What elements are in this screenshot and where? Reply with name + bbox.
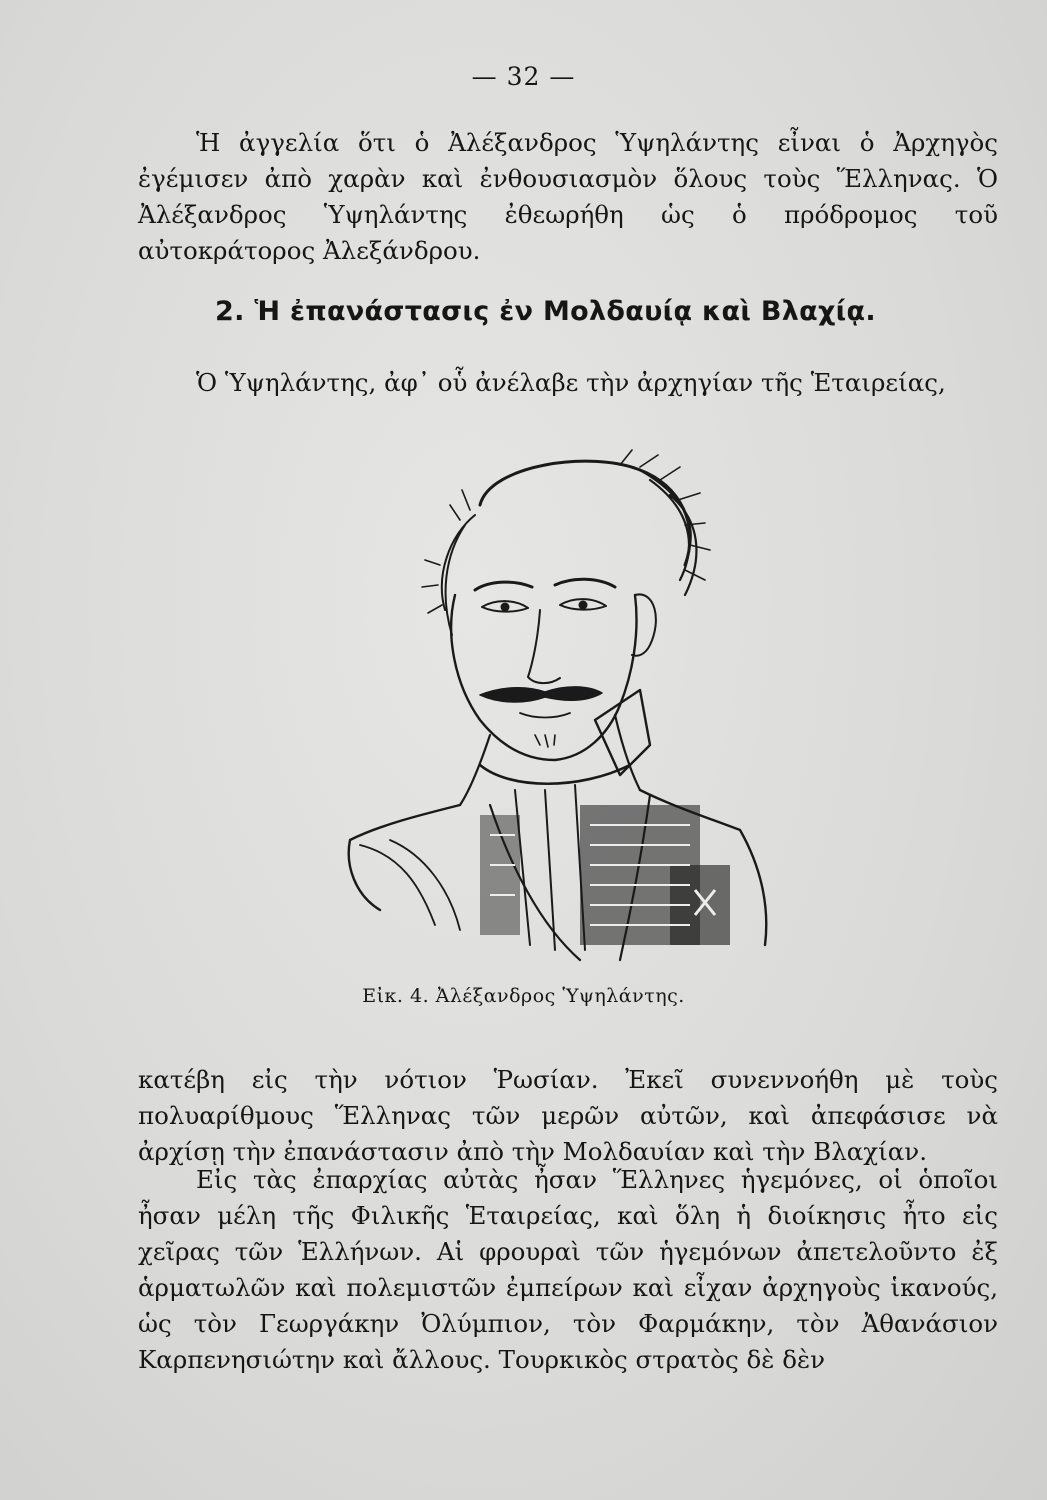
page-number: — 32 — xyxy=(471,62,576,91)
figure-caption: Εἰκ. 4. Ἀλέξανδρος Ὑψηλάντης. xyxy=(362,985,685,1007)
paragraph-section-start: Ὁ Ὑψηλάντης, ἀφ᾽ οὗ ἀνέλαβε τὴν ἀρχηγίαν τῆς Ἑταιρείας, xyxy=(196,368,946,397)
section-heading: 2. Ἡ ἐπανάστασις ἐν Μολδαυίᾳ καὶ Βλαχίᾳ. xyxy=(215,296,876,327)
paragraph-continuation: κατέβη εἰς τὴν νότιον Ῥωσίαν. Ἐκεῖ συνεννοήθη μὲ τοὺς πολυαρίθμους Ἕλληνας τῶν μερῶν αὐτῶν, καὶ ἀπεφάσισε νὰ ἀρχίσῃ τὴν ἐπανάστασιν ἀπὸ τὴν Μολδαυίαν καὶ τὴν Βλαχίαν. xyxy=(138,1065,998,1166)
paragraph-provinces: Εἰς τὰς ἐπαρχίας αὐτὰς ἦσαν Ἕλληνες ἡγεμόνες, οἱ ὁποῖοι ἦσαν μέλη τῆς Φιλικῆς Ἑταιρείας, καὶ ὅλη ἡ διοίκησις ἦτο εἰς χεῖρας τῶν Ἑλλήνων. Αἱ φρουραὶ τῶν ἡγεμόνων ἀπετελοῦντο ἐξ ἁρματωλῶν καὶ πολεμιστῶν ἐμπείρων καὶ εἶχαν ἀρχηγοὺς ἱκανούς, ὡς τὸν Γεωργάκην Ὀλύμπιον, τὸν Φαρμάκην, τὸν Ἀθανάσιον Καρπενησιώτην καὶ ἄλλους. Τουρκικὸς στρατὸς δὲ δὲν xyxy=(138,1165,998,1374)
portrait-engraving xyxy=(340,445,790,965)
paragraph-intro: Ἡ ἀγγελία ὅτι ὁ Ἀλέξανδρος Ὑψηλάντης εἶναι ὁ Ἀρχηγὸς ἐγέμισεν ἀπὸ χαρὰν καὶ ἐνθουσιασμὸν ὅλους τοὺς Ἕλληνας. Ὁ Ἀλέξανδρος Ὑψηλάντης ἐθεωρήθη ὡς ὁ πρόδρομος τοῦ αὐτοκράτορος Ἀλεξάνδρου. xyxy=(138,128,998,265)
